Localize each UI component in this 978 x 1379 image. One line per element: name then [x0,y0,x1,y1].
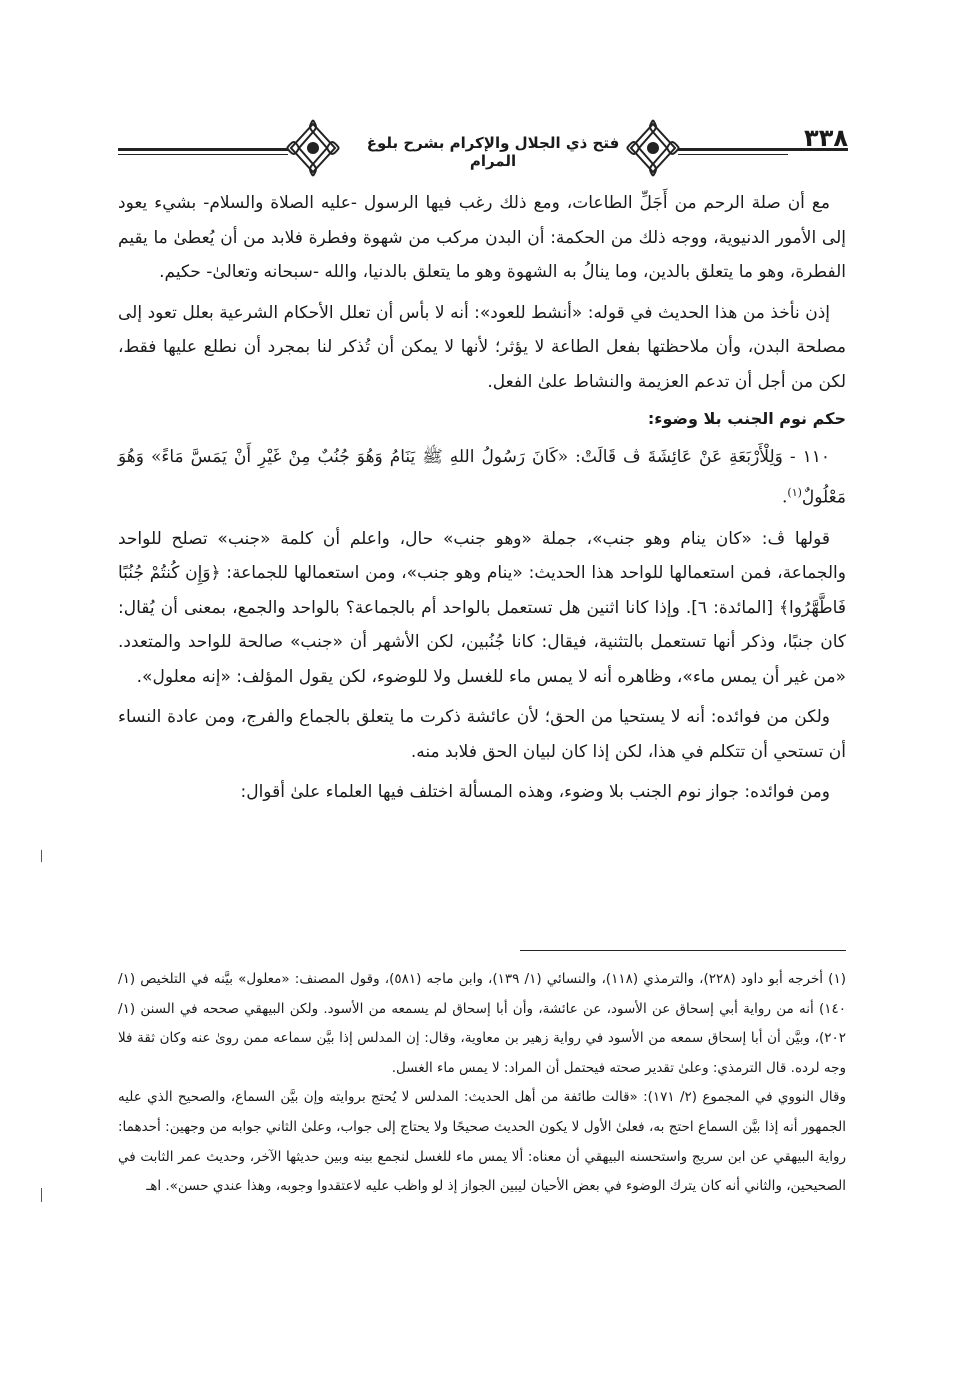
footnote-ref: (١) [787,486,802,499]
section-heading: حكم نوم الجنب بلا وضوء: [647,409,846,428]
header-rule-left [118,148,288,151]
main-text [118,186,846,816]
paragraph-4: ولكن من فوائده: أنه لا يستحيا من الحق؛ لأن عائشة ذكرت ما يتعلق بالجماع والفرج، ومن عادة النساء أن تستحي أن تتكلم في هذا، لكن إذا كان لبيان الحق فلابد منه. [118,707,846,762]
paragraph-3: قولها ڤ: «كان ينام وهو جنب»، جملة «وهو جنب» حال، واعلم أن كلمة «جنب» تصلح للواحد والجماعة، فمن استعمالها للواحد هذا الحديث: «ينام وهو جنب»، ومن استعمالها للجماعة: ﴿وَإِن كُنتُمْ جُنُبًا فَاطَّهَّرُوا﴾ [المائدة: ٦]. وإذا كانا اثنين هل تستعمل بالواحد أم بالجماعة؟ بالواحد والجمع، بمعنى أن يُقال: كان جنبًا، وذكر أنها تستعمل بالتثنية، فيقال: كانا جُنُبين، لكن الأشهر أن «جنب» صالحة للواحد والمتعدد. «من غير أن يمس ماء»، وظاهره أنه لا يمس ماء للغسل ولا للوضوء، لكن يقول المؤلف: «إنه معلول». [118,528,846,687]
header-ornament-left-icon [283,118,343,178]
footnotes [118,965,846,1202]
paragraph-1: مع أن صلة الرحم من أَجَلِّ الطاعات، ومع ذلك رغب فيها الرسول -عليه الصلاة والسلام- بشيء يعود إلى الأمور الدنيوية، ووجه ذلك من الحكمة: أن البدن مركب من شهوة وفطرة فلابد من أن يُعطىٰ ما يقيم الفطرة، وهو ما يتعلق بالدين، وما ينالُ به الشهوة وهو ما يتعلق بالدنيا، والله -سبحانه وتعالىٰ- حكيم. [118,193,846,282]
margin-mark-bottom [41,1188,42,1202]
hadith-text: ١١٠ - وَلِلْأَرْبَعَةِ عَنْ عَائِشَةَ ڤ قَالَتْ: «كَانَ رَسُولُ اللهِ ﷺ يَنَامُ وَهُوَ جُنُبٌ مِنْ غَيْرِ أَنْ يَمَسَّ مَاءً» وَهُوَ مَعْلُولٌ$^{(١)}$. [118,447,846,508]
page-number: ٣٣٨ [804,124,848,152]
running-title: فتح ذي الجلال والإكرام بشرح بلوغ المرام [366,134,620,170]
footnote-1-continued: وقال النووي في المجموع (٢/ ١٧١): «قالت طائفة من أهل الحديث: المدلس لا يُحتج بروايته وإن بيَّن السماع، والصحيح الذي عليه الجمهور أنه إذا بيَّن السماع احتج به، فعلىٰ الأول لا يكون الحديث صحيحًا ولا يحتاج إلى جواب، وعلىٰ الثاني جوابه من وجهين: أحدهما: رواية البيهقي عن ابن سريج واستحسنه البيهقي أن معناه: ألا يمس ماء للغسل لنجمع بينه وبين حديثها الآخر، وحديث عمر الثابت في الصحيحين، والثاني أنه كان يترك الوضوء في بعض الأحيان ليبين الجواز إذ لو واظب عليه لاعتقدوا وجوبه، وهذا عندي حسن». اهـ [118,1089,846,1195]
page-header [118,118,848,178]
paragraph-2: إذن نأخذ من هذا الحديث في قوله: «أنشط للعود»: أنه لا بأس أن تعلل الأحكام الشرعية بعلل تعود إلى مصلحة البدن، وأن ملاحظتها بفعل الطاعة لا يؤثر؛ لأنها لا يمكن أن تُذكر لنا بمجرد أن نطلع عليها فقط، لكن من أجل أن تدعم العزيمة والنشاط علىٰ الفعل. [118,302,846,392]
margin-mark-top [41,850,42,862]
header-rule-left-thin [118,154,288,155]
hadith-body: ١١٠ - وَلِلْأَرْبَعَةِ عَنْ عَائِشَةَ ڤ قَالَتْ: «كَانَ رَسُولُ اللهِ ﷺ يَنَامُ وَهُوَ جُنُبٌ مِنْ غَيْرِ أَنْ يَمَسَّ مَاءً» وَهُوَ مَعْلُولٌ [118,447,846,508]
header-rule-right-thin [678,154,788,155]
paragraph-5: ومن فوائده: جواز نوم الجنب بلا وضوء، وهذه المسألة اختلف فيها العلماء علىٰ أقوال: [240,782,830,803]
footnote-1: (١) أخرجه أبو داود (٢٢٨)، والترمذي (١١٨)، والنسائي (١/ ١٣٩)، وابن ماجه (٥٨١)، وقول المصنف: «معلول» بيَّنه في التلخيص (١/ ١٤٠) أنه من رواية أبي إسحاق عن الأسود، عن عائشة، وأن أبا إسحاق لم يسمعه من الأسود. ولكن البيهقي صححه في السنن (١/ ٢٠٢)، وبيَّن أن أبا إسحاق سمعه من الأسود في رواية زهير بن معاوية، وقال: إن المدلس إذا بيَّن سماعه ممن روىٰ عنه وكان ثقة فلا وجه لرده. قال الترمذي: وعلىٰ تقدير صحته فيحتمل أن المراد: لا يمس ماء الغسل. [118,971,846,1076]
footnote-rule [520,950,846,951]
header-ornament-right-icon [623,118,683,178]
